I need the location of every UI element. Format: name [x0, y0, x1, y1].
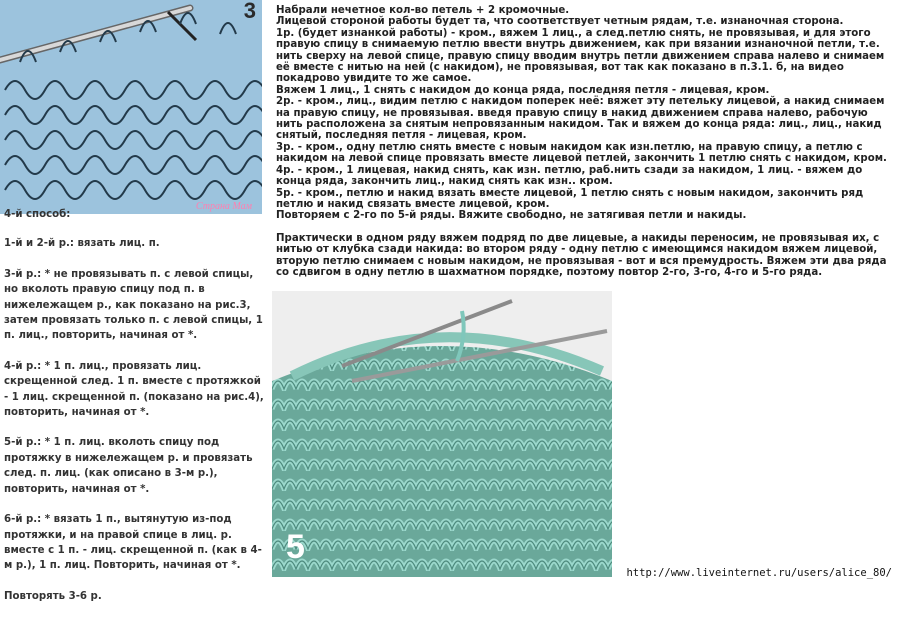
text-line: 1р. (будет изнанкой работы) - кром., вяжем 1 лиц., а след.петлю снять, не провязывая, и для этого правую спицу в снимаемую петлю ввести внутрь движением, как при вязании изнаночной петли, т.е. нить сверху на левой спице, правую спицу вводим внутрь петли движением справа налево и снимаем её вместе с нитью на ней (с накидом), не провязывая, вот так как показано в п.3.1. б, на видео покадрово увидите то же самое.: [276, 27, 885, 85]
instruction-paragraph: 3-й р.: * не провязывать п. с левой спицы, но вколоть правую спицу под п. в нижележащем р., как показано на рис.3, затем провязать только п. с левой спицы, 1 п. лиц., повторить, начиная от *.: [4, 268, 263, 342]
instruction-paragraph: Повторять 3-6 р.: [4, 590, 102, 602]
method-heading: 4-й способ:: [4, 209, 71, 220]
instruction-paragraph: 1-й и 2-й р.: вязать лиц. п.: [4, 238, 160, 250]
text-line: Практически в одном ряду вяжем подряд по две лицевые, а накиды переносим, не провязывая их, с нитью от клубка сзади накида: во втором ряду - одну петлю с имеющимся накидом вяжем лицевой, вторую петлю снимаем с новым накидом, не провязывая - вот и вся премудрость. Вяжем эти два ряда со сдвигом в одну петлю в шахматном порядке, поэтому повтор 2-го, 3-го, 4-го и 5-го ряда.: [276, 232, 887, 278]
text-line: 2р. - кром., лиц., видим петлю с накидом поперек неё: вяжет эту петельку лицевой, а накид снимаем на правую спицу, не провязывая. введя правую спицу в накид движением справа налево, рабочую нить расположена за снятым непровязанным накидом. Так и вяжем до конца ряда: лиц., лиц., накид снятый, последняя петля - лицевая, кром.: [276, 96, 885, 142]
knitting-diagram-drawing: [0, 0, 262, 214]
instruction-paragraph: 4-й р.: * 1 п. лиц., провязать лиц. скрещенной след. 1 п. вместе с протяжкой - 1 лиц. скрещенной п. (показано на рис.4), повторить, начиная от *.: [4, 360, 264, 419]
text-line: Вяжем 1 лиц., 1 снять с накидом до конца ряда, последняя петля - лицевая, кром.: [276, 84, 770, 96]
photo-number: 5: [286, 528, 305, 566]
text-line: 5р. - кром., петлю и накид вязать вместе лицевой, 1 петлю снять с новым накидом, закончить ряд петлю и накид связать вместе лицевой, кром.: [276, 187, 864, 210]
text-line: 4р. - кром., 1 лицевая, накид снять, как изн. петлю, раб.нить сзади за накидом, 1 лиц. - вяжем до конца ряда, закончить лиц., накид снять как изн.. кром.: [276, 164, 863, 188]
text-line: Повторяем с 2-го по 5-й ряды. Вяжите свободно, не затягивая петли и накиды.: [276, 210, 747, 222]
source-url[interactable]: http://www.liveinternet.ru/users/alice_80/: [626, 567, 892, 579]
figure-number: 3: [243, 0, 256, 23]
text-line: 3р. - кром., одну петлю снять вместе с новым накидом как изн.петлю, на правую спицу, а петлю с накидом на левой спице провязать вместе лицевой петлей, закончить 1 петлю снять с накидом, кром.: [276, 141, 887, 165]
text-line: Лицевой стороной работы будет та, что соответствует четным рядам, т.е. изнаночная сторона.: [276, 16, 844, 28]
knitted-fabric-photo: [272, 291, 612, 577]
fabric-drawing: [272, 291, 612, 577]
instruction-paragraph: 6-й р.: * вязать 1 п., вытянутую из-под протяжки, и на правой спице в лиц. р. вместе с 1 п. - лиц. скрещенной п. (как в 4-м р.), 1 п. лиц. Повторить, начиная от *.: [4, 514, 262, 572]
right-instructions: [276, 5, 896, 278]
watermark-text: Страна Мам: [195, 201, 252, 212]
instruction-paragraph: 5-й р.: * 1 п. лиц. вколоть спицу под протяжку в нижележащем р. и провязать след. п. лиц. (как описано в 3-м р.), повторить, начиная от *.: [4, 437, 253, 495]
text-line: Набрали нечетное кол-во петель + 2 кромочные.: [276, 5, 570, 16]
knitting-diagram-figure-3: [0, 0, 262, 214]
paragraph-gap: [276, 222, 896, 233]
left-instructions: [4, 207, 266, 619]
